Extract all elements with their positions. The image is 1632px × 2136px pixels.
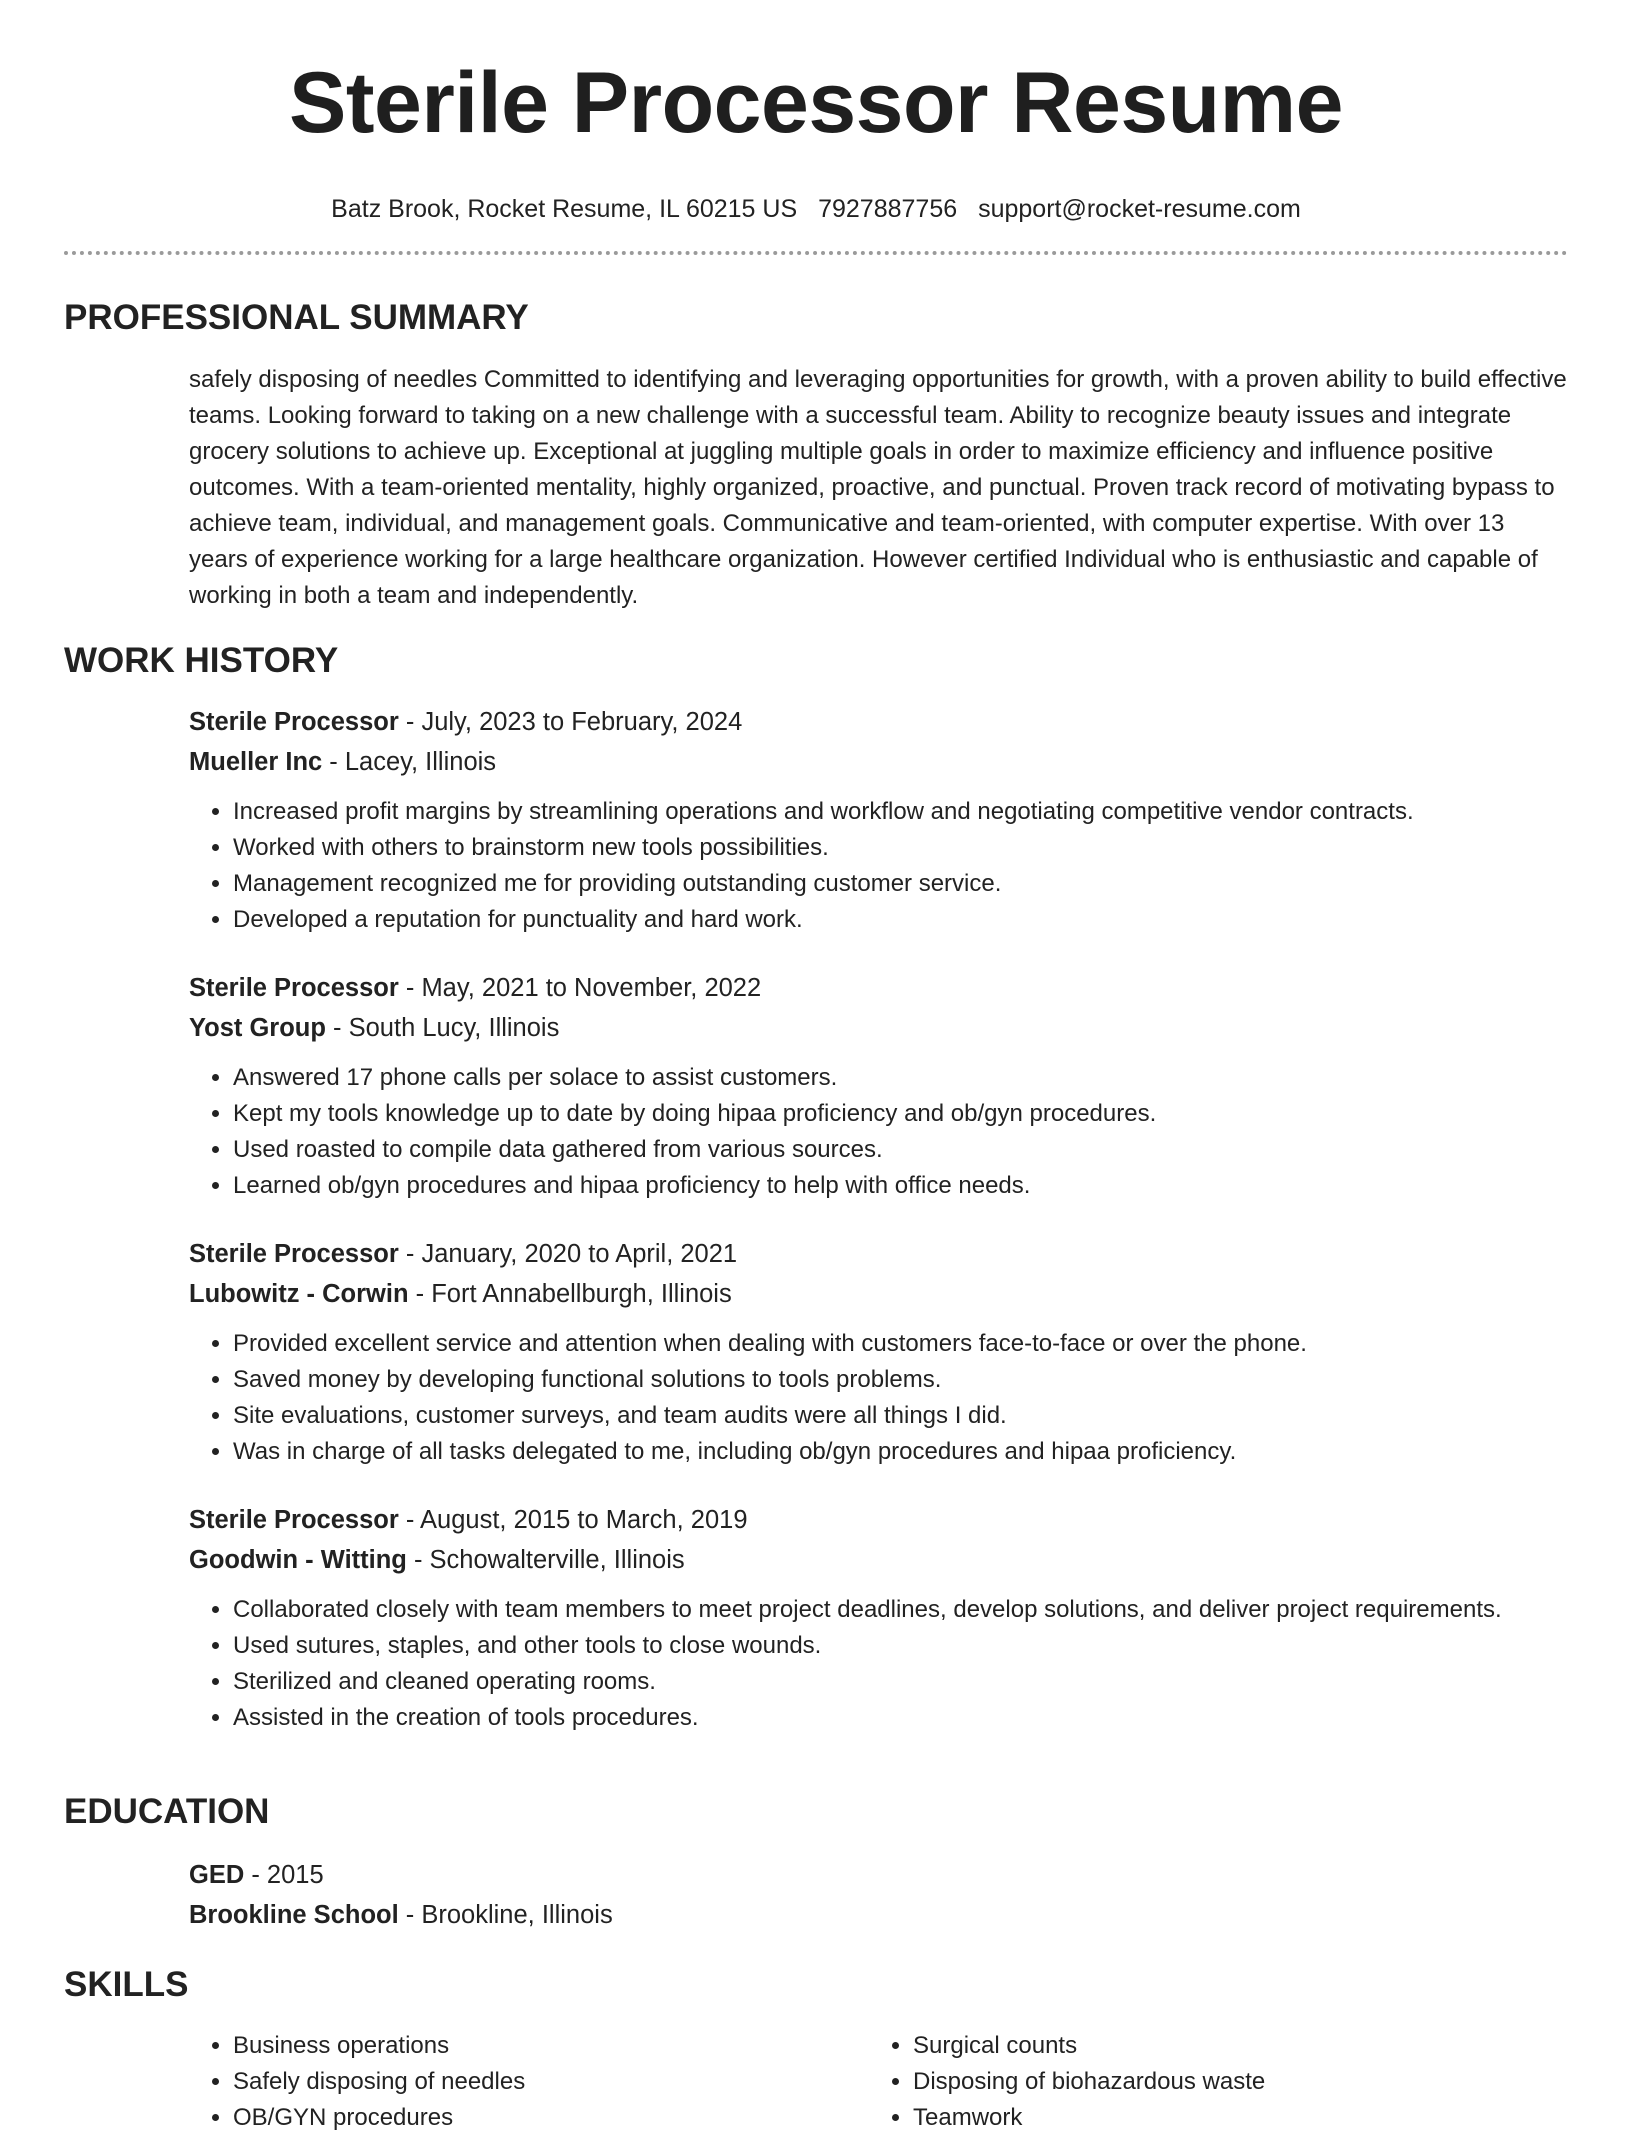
job-entry — [189, 1500, 1569, 1736]
skill-item: • Teamwork — [913, 2100, 1549, 2136]
job-company-line — [189, 1008, 1569, 1048]
skill-item: • Business operations — [233, 2028, 869, 2064]
skills-list-right — [869, 2028, 1549, 2136]
job-bullet: • Answered 17 phone calls per solace to assist customers. — [233, 1060, 1569, 1096]
job-location: - Schowalterville, Illinois — [406, 1546, 685, 1574]
job-title: Sterile Processor — [189, 974, 399, 1002]
job-bullets — [189, 1060, 1569, 1204]
job-bullet: • Learned ob/gyn procedures and hipaa proficiency to help with office needs. — [233, 1168, 1569, 1204]
skill-item: • OB/GYN procedures — [233, 2100, 869, 2136]
education-location: - Brookline, Illinois — [398, 1901, 613, 1929]
skill-item: • Safely disposing of needles — [233, 2064, 869, 2100]
job-dates: - January, 2020 to April, 2021 — [398, 1240, 738, 1268]
education-block — [189, 1855, 1569, 1935]
job-bullet: • Sterilized and cleaned operating rooms. — [233, 1664, 1569, 1700]
job-dates: - May, 2021 to November, 2022 — [398, 974, 762, 1002]
contact-line — [64, 194, 1568, 224]
job-bullet: • Assisted in the creation of tools procedures. — [233, 1700, 1569, 1736]
job-company-line — [189, 1540, 1569, 1580]
job-title-line — [189, 1500, 1569, 1540]
job-bullet: • Management recognized me for providing outstanding customer service. — [233, 866, 1569, 902]
skills-list-left — [189, 2028, 869, 2136]
work-history-list — [189, 702, 1569, 1766]
skills-block — [189, 2028, 1569, 2136]
job-bullet: • Worked with others to brainstorm new tools possibilities. — [233, 830, 1569, 866]
job-location: - Lacey, Illinois — [322, 748, 497, 776]
section-title-education: EDUCATION — [64, 1792, 270, 1831]
job-title: Sterile Processor — [189, 708, 399, 736]
contact-address: Batz Brook, Rocket Resume, IL 60215 US — [331, 195, 798, 223]
job-company: Yost Group — [189, 1014, 326, 1042]
skills-columns — [189, 2028, 1569, 2136]
job-bullet: • Kept my tools knowledge up to date by doing hipaa proficiency and ob/gyn procedures. — [233, 1096, 1569, 1132]
job-entry — [189, 702, 1569, 938]
education-school: Brookline School — [189, 1901, 399, 1929]
job-bullet: • Used sutures, staples, and other tools to close wounds. — [233, 1628, 1569, 1664]
job-company-line — [189, 742, 1569, 782]
section-title-summary: PROFESSIONAL SUMMARY — [64, 298, 529, 337]
job-bullet: • Saved money by developing functional solutions to tools problems. — [233, 1362, 1569, 1398]
skill-item: • Disposing of biohazardous waste — [913, 2064, 1549, 2100]
job-location: - South Lucy, Illinois — [325, 1014, 560, 1042]
job-title-line — [189, 968, 1569, 1008]
job-title-line — [189, 1234, 1569, 1274]
education-degree: GED — [189, 1861, 245, 1889]
job-company: Goodwin - Witting — [189, 1546, 407, 1574]
job-title: Sterile Processor — [189, 1240, 399, 1268]
job-location: - Fort Annabellburgh, Illinois — [408, 1280, 732, 1308]
education-year: - 2015 — [244, 1861, 324, 1889]
job-entry — [189, 968, 1569, 1204]
job-company: Lubowitz - Corwin — [189, 1280, 409, 1308]
job-bullet: • Was in charge of all tasks delegated to me, including ob/gyn procedures and hipaa proficiency. — [233, 1434, 1569, 1470]
job-bullet: • Collaborated closely with team members to meet project deadlines, develop solutions, and deliver project requirements. — [233, 1592, 1569, 1628]
job-bullets — [189, 1326, 1569, 1470]
job-bullet: • Used roasted to compile data gathered from various sources. — [233, 1132, 1569, 1168]
job-bullet: • Provided excellent service and attention when dealing with customers face-to-face or over the phone. — [233, 1326, 1569, 1362]
job-dates: - August, 2015 to March, 2019 — [398, 1506, 748, 1534]
job-bullet: • Increased profit margins by streamlining operations and workflow and negotiating competitive vendor contracts. — [233, 794, 1569, 830]
resume-title: Sterile Processor Resume — [289, 55, 1343, 151]
job-title: Sterile Processor — [189, 1506, 399, 1534]
job-entry — [189, 1234, 1569, 1470]
education-degree-line — [189, 1855, 1569, 1895]
contact-email: support@rocket-resume.com — [978, 195, 1301, 223]
job-bullet: • Developed a reputation for punctuality and hard work. — [233, 902, 1569, 938]
header-divider — [64, 251, 1568, 255]
job-company: Mueller Inc — [189, 748, 323, 776]
job-bullet: • Site evaluations, customer surveys, and team audits were all things I did. — [233, 1398, 1569, 1434]
education-school-line — [189, 1895, 1569, 1935]
job-bullets — [189, 1592, 1569, 1736]
contact-phone: 7927887756 — [818, 195, 958, 223]
job-company-line — [189, 1274, 1569, 1314]
section-title-work-history: WORK HISTORY — [64, 641, 339, 680]
resume-header — [64, 50, 1568, 224]
section-title-skills: SKILLS — [64, 1965, 189, 2004]
job-title-line — [189, 702, 1569, 742]
job-dates: - July, 2023 to February, 2024 — [398, 708, 743, 736]
summary-block — [189, 362, 1569, 614]
job-bullets — [189, 794, 1569, 938]
skill-item: • Surgical counts — [913, 2028, 1549, 2064]
summary-text: safely disposing of needles Committed to identifying and leveraging opportunities for growth, with a proven ability to build effective teams. Looking forward to taking on a new challenge with a successful team. Ability to recognize beauty issues and integrate grocery solutions to achieve up. Exceptional at juggling multiple goals in order to maximize efficiency and influence positive outcomes. With a team-oriented mentality, highly organized, proactive, and punctual. Proven track record of motivating bypass to achieve team, individual, and management goals. Communicative and team-oriented, with computer expertise. With over 13 years of experience working for a large healthcare organization. However certified Individual who is enthusiastic and capable of working in both a team and independently. — [189, 366, 1567, 609]
